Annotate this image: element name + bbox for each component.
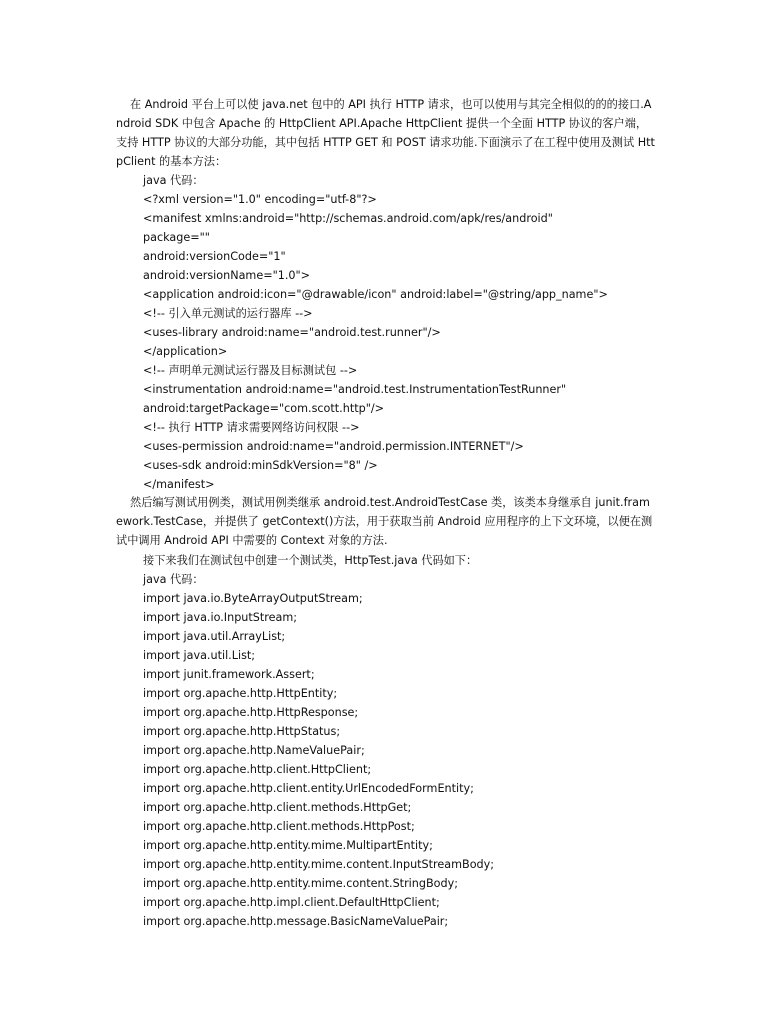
test-intro-text: 接下来我们在测试包中创建一个测试类，HttpTest.java 代码如下：: [143, 554, 478, 567]
code-line: import org.apache.http.client.entity.UrlEncodedFormEntity;: [143, 782, 474, 795]
code-line: <!-- 声明单元测试运行器及目标测试包 -->: [143, 364, 358, 377]
code-line: import org.apache.http.client.methods.HttpPost;: [143, 820, 415, 833]
code-line: <uses-sdk android:minSdkVersion="8" />: [143, 459, 378, 472]
code-line: <uses-permission android:name="android.permission.INTERNET"/>: [143, 440, 524, 453]
code-line: </manifest>: [143, 478, 215, 491]
code-line: import java.util.ArrayList;: [143, 630, 286, 643]
code-line: package="": [143, 231, 210, 244]
code-line: <!-- 引入单元测试的运行器库 -->: [143, 307, 313, 320]
code-line: import org.apache.http.entity.mime.content.InputStreamBody;: [143, 858, 495, 871]
code-line: import org.apache.http.client.methods.HttpGet;: [143, 801, 412, 814]
code-line: android:targetPackage="com.scott.http"/>: [143, 402, 384, 415]
code-label: java 代码：: [143, 174, 204, 187]
code-line: import org.apache.http.HttpStatus;: [143, 725, 341, 738]
code-line: <instrumentation android:name="android.test.InstrumentationTestRunner": [143, 383, 567, 396]
code-line: import org.apache.http.client.HttpClient;: [143, 763, 372, 776]
code-line: <application android:icon="@drawable/icon" android:label="@string/app_name">: [143, 288, 608, 301]
code-line: import org.apache.http.HttpResponse;: [143, 706, 359, 719]
code-line: import org.apache.http.message.BasicNameValuePair;: [143, 915, 449, 928]
code-line: import junit.framework.Assert;: [143, 668, 315, 681]
code-line: <manifest xmlns:android="http://schemas.android.com/apk/res/android": [143, 212, 553, 225]
intro-paragraph: 在 Android 平台上可以使 java.net 包中的 API 执行 HTTP 请求，也可以使用与其完全相似的的的接口.Android SDK 中包含 Apache 的 HttpClient API.Apache HttpClient 提供一个全面 HTTP 协议的客户端，支持 HTTP 协议的大部分功能，其中包括 HTTP GET 和 POST 请求功能.下面演示了在工程中使用及测试 HttpClient 的基本方法：: [116, 98, 655, 168]
code-line: android:versionName="1.0">: [143, 269, 311, 282]
code-line: import java.util.List;: [143, 649, 256, 662]
code-line: import org.apache.http.impl.client.DefaultHttpClient;: [143, 896, 440, 909]
code-line: import org.apache.http.HttpEntity;: [143, 687, 338, 700]
code-line: <?xml version="1.0" encoding="utf-8"?>: [143, 193, 377, 206]
code-line: import java.io.ByteArrayOutputStream;: [143, 592, 363, 605]
code-line: import org.apache.http.entity.mime.MultipartEntity;: [143, 839, 433, 852]
code-line: </application>: [143, 345, 228, 358]
middle-paragraph: 然后编写测试用例类，测试用例类继承 android.test.AndroidTestCase 类，该类本身继承自 junit.framework.TestCase，并提供了 getContext()方法，用于获取当前 Android 应用程序的上下文环境，以便在测试中调用 Android API 中需要的 Context 对象的方法.: [116, 496, 653, 547]
code-line: import org.apache.http.entity.mime.content.StringBody;: [143, 877, 458, 890]
code-line: <!-- 执行 HTTP 请求需要网络访问权限 -->: [143, 421, 360, 434]
code-line: import java.io.InputStream;: [143, 611, 298, 624]
code-line: <uses-library android:name="android.test.runner"/>: [143, 326, 441, 339]
code-label: java 代码：: [143, 573, 204, 586]
code-line: android:versionCode="1": [143, 250, 286, 263]
code-line: import org.apache.http.NameValuePair;: [143, 744, 365, 757]
